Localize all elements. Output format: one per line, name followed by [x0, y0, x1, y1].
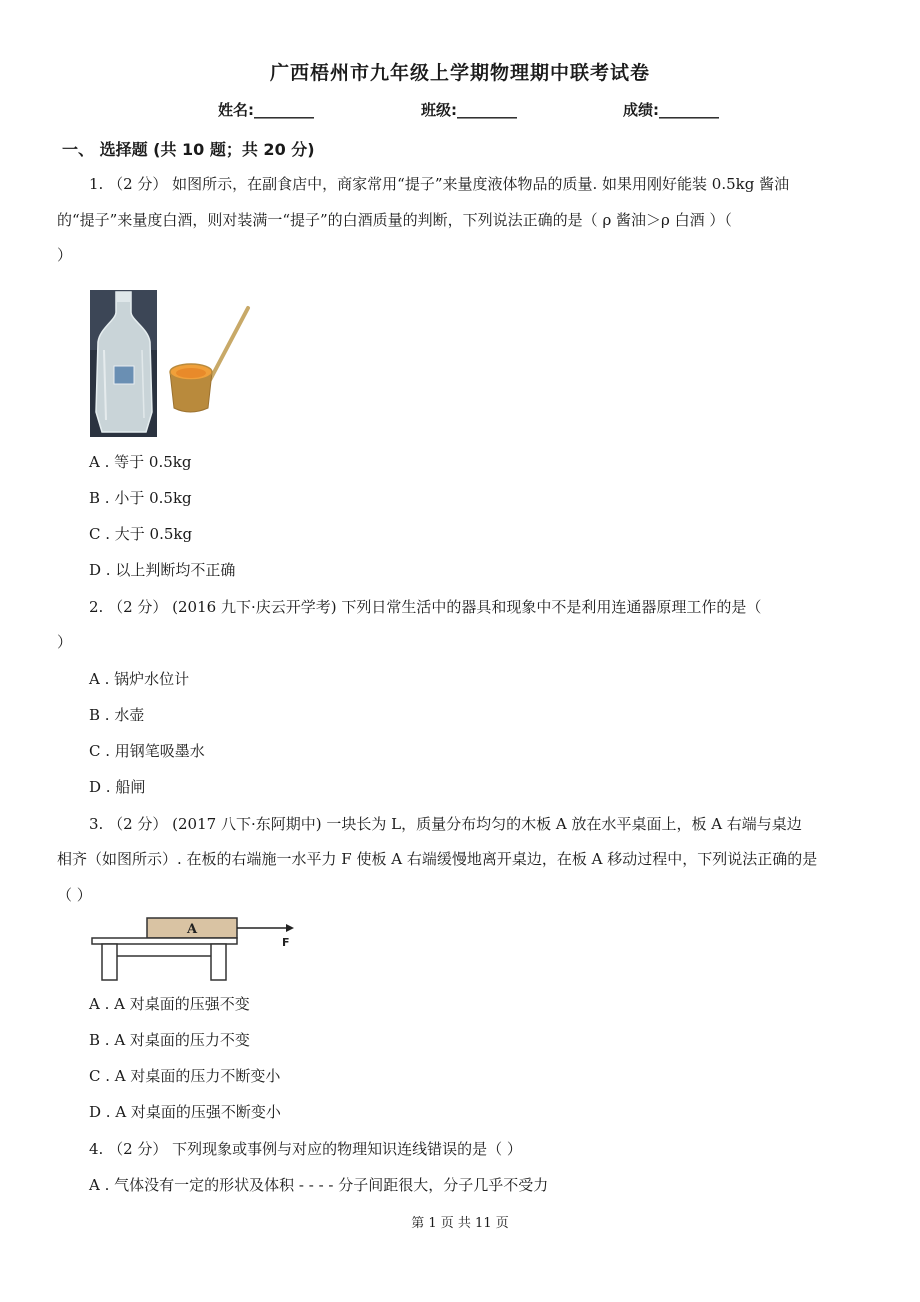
q2-line-1: 2. （2 分） (2016 九下·庆云开学考) 下列日常生活中的器具和现象中不是利用连通器原理工作的是（ [89, 598, 762, 616]
q1-option-b: B . 小于 0.5kg [89, 489, 192, 507]
table-top [92, 938, 237, 944]
q3-option-d: D . A 对桌面的压强不断变小 [89, 1103, 281, 1121]
q1-line-2: 的“提子”来量度白酒，则对装满一“提子”的白酒质量的判断，下列说法正确的是（ ρ 酱油＞ρ 白酒 ）（ [57, 211, 732, 229]
page-footer: 第 1 页 共 11 页 [411, 1216, 509, 1231]
q3-line-3: （ ） [57, 886, 92, 904]
q2-line-2: ） [57, 633, 73, 651]
q1-line-1: 1. （2 分） 如图所示，在副食店中，商家常用“提子”来量度液体物品的质量. 如果用刚好能装 0.5kg 酱油 [89, 175, 790, 193]
bottle-label [114, 366, 134, 384]
q3-figure-board-on-table [90, 912, 300, 984]
board-label: A [186, 922, 198, 937]
q1-figure-bottle-and-ladle [90, 290, 260, 438]
q1-option-a: A . 等于 0.5kg [89, 453, 192, 471]
q3-option-b: B . A 对桌面的压力不变 [89, 1031, 250, 1049]
table-leg-right [211, 944, 226, 980]
ladle-handle [210, 308, 248, 380]
q2-option-b: B . 水壶 [89, 706, 145, 724]
q1-line-3: ） [57, 246, 73, 264]
q4-option-a: A . 气体没有一定的形状及体积 - - - - 分子间距很大，分子几乎不受力 [89, 1176, 549, 1194]
force-label: F [282, 936, 290, 949]
q4-line-1: 4. （2 分） 下列现象或事例与对应的物理知识连线错误的是（ ） [89, 1140, 522, 1158]
q2-option-a: A . 锅炉水位计 [89, 670, 190, 688]
q1-option-d: D . 以上判断均不正确 [89, 561, 236, 579]
exam-title: 广西梧州市九年级上学期物理期中联考试卷 [269, 62, 650, 84]
table-leg-left [102, 944, 117, 980]
q3-option-a: A . A 对桌面的压强不变 [89, 995, 250, 1013]
student-info-row [0, 99, 920, 121]
q2-option-d: D . 船闸 [89, 778, 146, 796]
q1-option-c: C . 大于 0.5kg [89, 525, 193, 543]
name-field: 姓名:________ [218, 101, 314, 119]
class-field: 班级:________ [421, 101, 517, 119]
q2-option-c: C . 用钢笔吸墨水 [89, 742, 205, 760]
q3-option-c: C . A 对桌面的压力不断变小 [89, 1067, 281, 1085]
q3-line-1: 3. （2 分） (2017 八下·东阿期中) 一块长为 L，质量分布均匀的木板 A 放在水平桌面上，板 A 右端与桌边 [89, 815, 802, 833]
score-field: 成绩:________ [623, 101, 719, 119]
q3-line-2: 相齐（如图所示）. 在板的右端施一水平力 F 使板 A 右端缓慢地离开桌边，在板 A 移动过程中，下列说法正确的是 [57, 850, 818, 868]
section-heading: 一、 选择题 (共 10 题；共 20 分) [62, 140, 315, 159]
